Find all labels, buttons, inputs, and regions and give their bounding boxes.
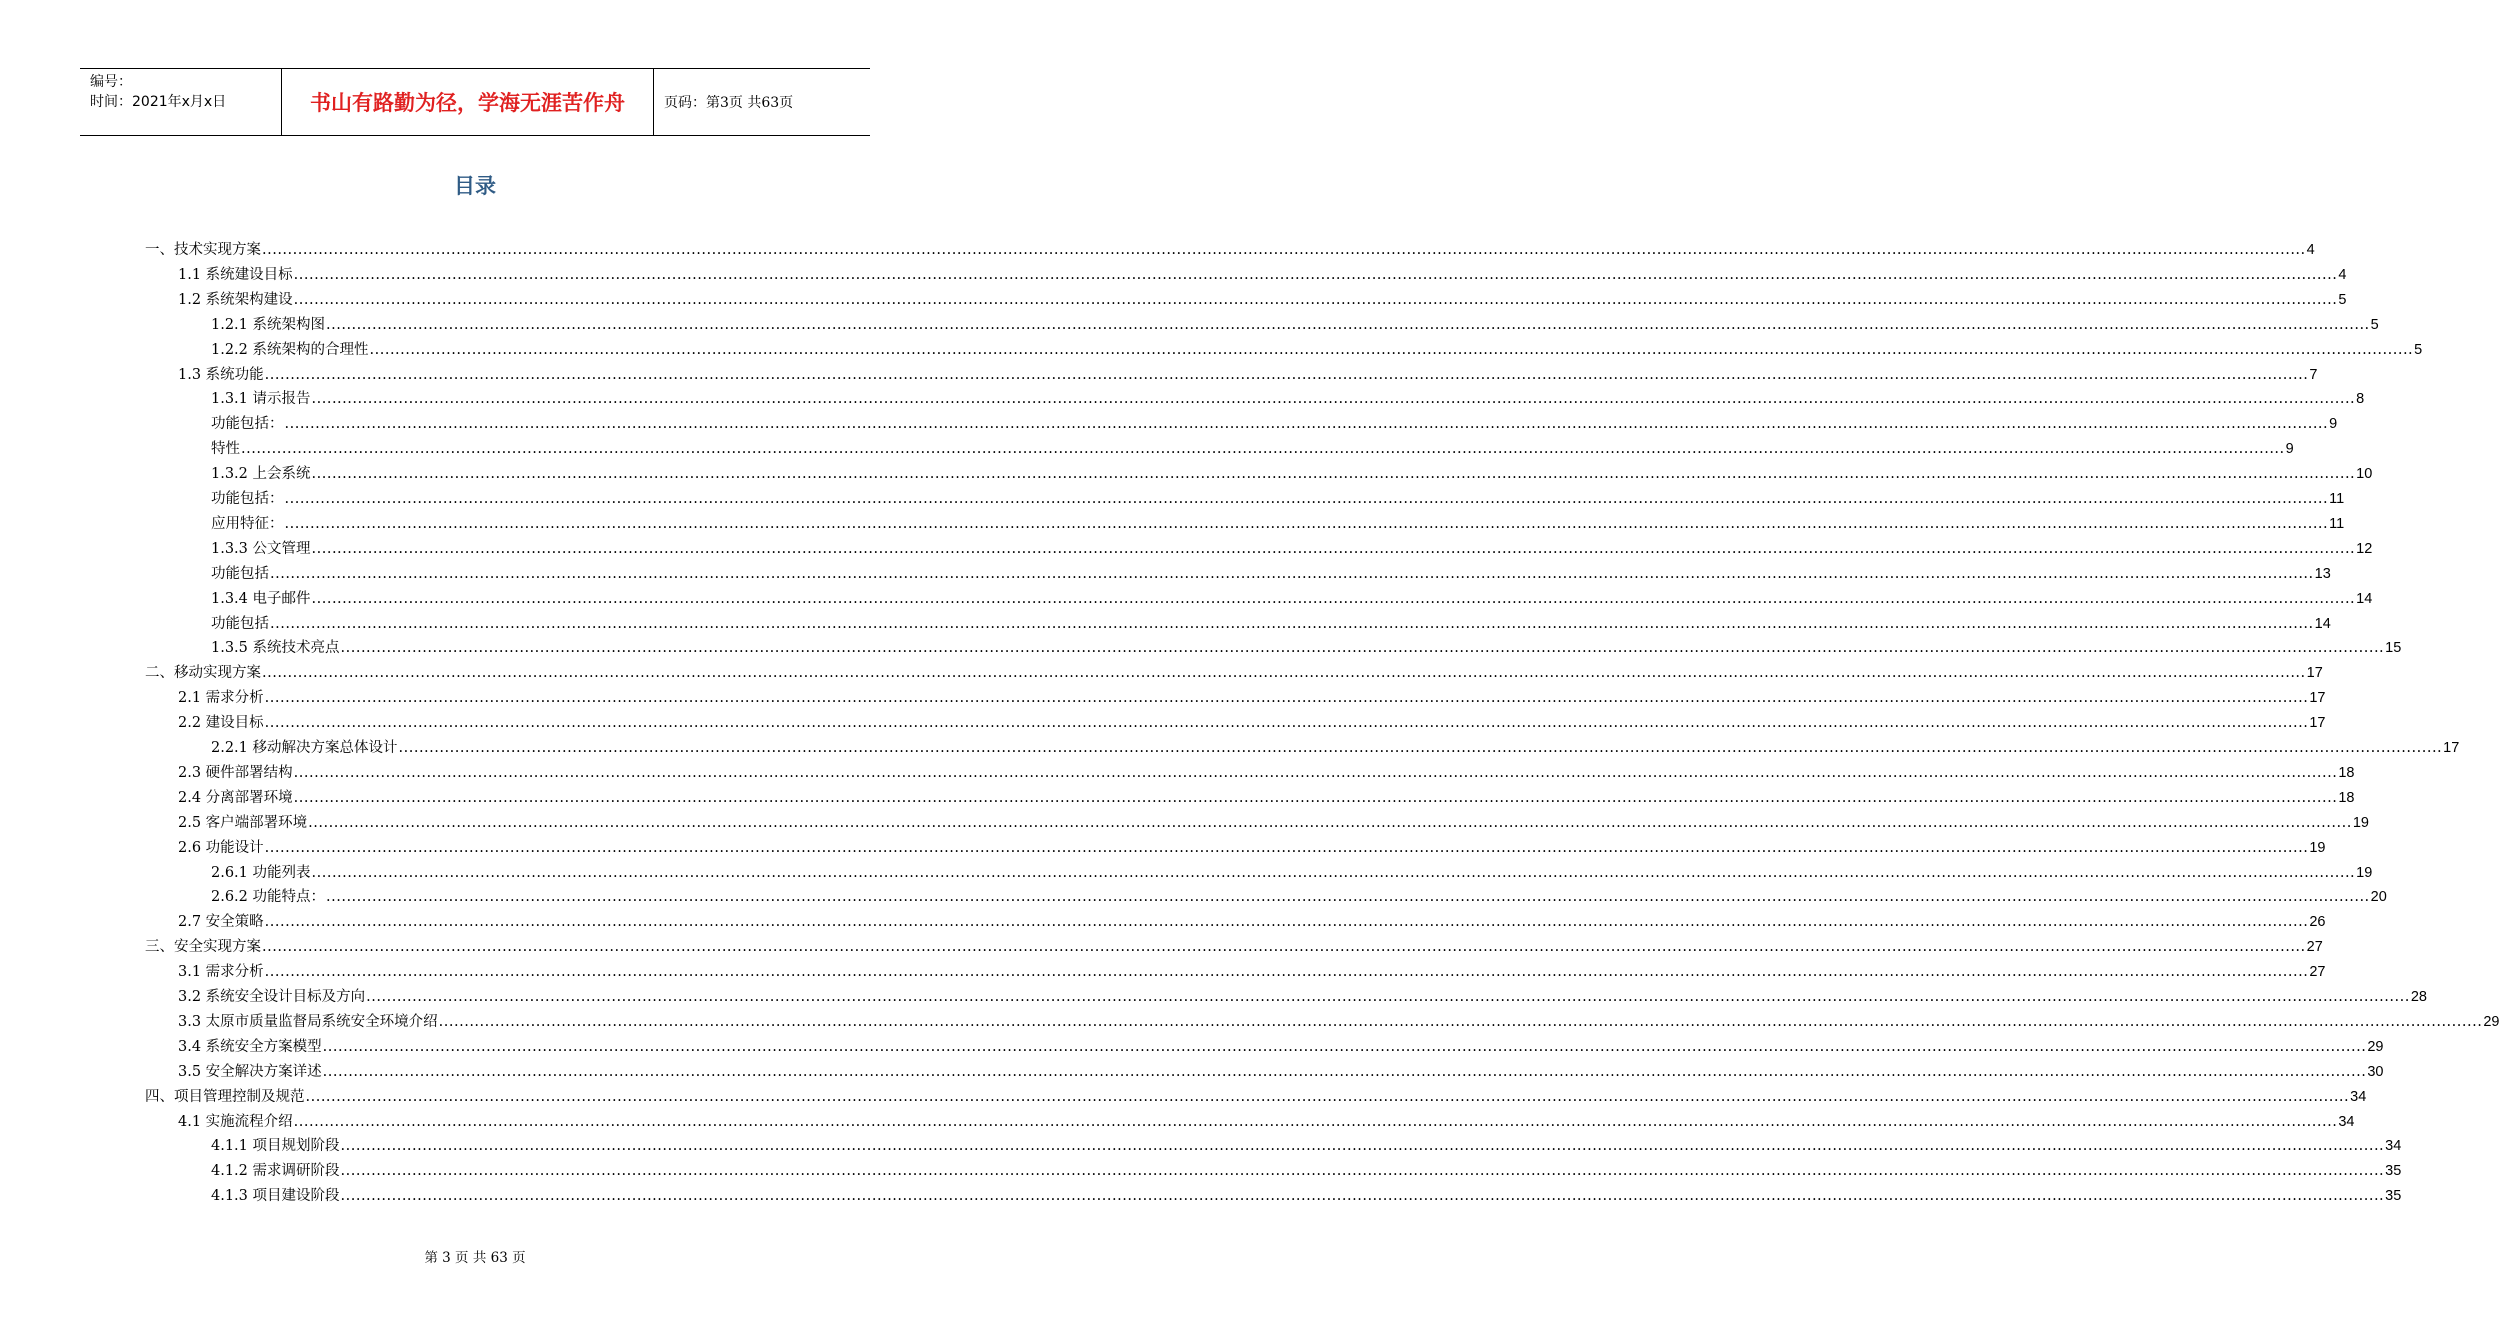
toc-entry-label: 功能包括 xyxy=(211,615,269,632)
toc-entry-page: 19 xyxy=(2352,814,2369,831)
toc-entry[interactable] xyxy=(211,562,2331,586)
toc-dot-leader: ................................................................................................................................................................................................................................................................................................................................................................................................................ xyxy=(293,764,2338,781)
toc-entry-label: 1.3.3 公文管理 xyxy=(211,540,311,557)
toc-entry-page: 4 xyxy=(2306,242,2315,258)
toc-entry-page: 15 xyxy=(2385,640,2402,657)
toc-entry[interactable] xyxy=(211,512,2345,536)
toc-dot-leader: ................................................................................................................................................................................................................................................................................................................................................................................................................ xyxy=(438,1013,2483,1030)
toc-entry[interactable] xyxy=(211,487,2345,511)
toc-entry-page: 19 xyxy=(2309,839,2326,856)
toc-dot-leader: ................................................................................................................................................................................................................................................................................................................................................................................................................ xyxy=(262,939,2306,956)
toc-entry[interactable] xyxy=(211,313,2379,337)
toc-dot-leader: ................................................................................................................................................................................................................................................................................................................................................................................................................ xyxy=(311,864,2356,881)
toc-entry-label: 1.3.5 系统技术亮点 xyxy=(211,640,340,657)
toc-entry-label: 2.2.1 移动解决方案总体设计 xyxy=(211,740,398,756)
toc-entry[interactable] xyxy=(211,1184,2402,1208)
toc-entry[interactable] xyxy=(178,786,2355,810)
toc-dot-leader: ................................................................................................................................................................................................................................................................................................................................................................................................................ xyxy=(293,789,2338,806)
toc-entry[interactable] xyxy=(211,861,2373,885)
toc-dot-leader: ................................................................................................................................................................................................................................................................................................................................................................................................................ xyxy=(262,242,2306,258)
toc-dot-leader: ................................................................................................................................................................................................................................................................................................................................................................................................................ xyxy=(264,914,2309,931)
toc-entry-page: 8 xyxy=(2356,391,2365,408)
toc-entry-page: 35 xyxy=(2385,1188,2402,1205)
header-number-label: 编号： xyxy=(90,74,132,90)
toc-entry-page: 18 xyxy=(2338,789,2355,806)
toc-entry[interactable] xyxy=(211,437,2294,461)
toc-entry[interactable] xyxy=(145,661,2323,685)
toc-entry[interactable] xyxy=(178,811,2369,835)
toc-entry-page: 27 xyxy=(2309,964,2326,981)
toc-entry[interactable] xyxy=(211,587,2373,611)
toc-entry-page: 27 xyxy=(2306,939,2323,956)
toc-entry[interactable] xyxy=(178,363,2318,387)
toc-dot-leader: ................................................................................................................................................................................................................................................................................................................................................................................................................ xyxy=(311,590,2356,607)
toc-dot-leader: ................................................................................................................................................................................................................................................................................................................................................................................................................ xyxy=(311,540,2356,557)
toc-entry-label: 1.1 系统建设目标 xyxy=(178,266,293,283)
toc-entry-label: 4.1 实施流程介绍 xyxy=(178,1113,293,1130)
toc-dot-leader: ................................................................................................................................................................................................................................................................................................................................................................................................................ xyxy=(326,316,2370,333)
toc-entry-label: 功能包括： xyxy=(211,416,284,433)
toc-entry[interactable] xyxy=(211,387,2365,411)
toc-dot-leader: ................................................................................................................................................................................................................................................................................................................................................................................................................ xyxy=(305,1088,2350,1105)
toc-entry-label: 4.1.2 需求调研阶段 xyxy=(211,1163,340,1180)
toc-entry[interactable] xyxy=(211,1134,2402,1158)
toc-dot-leader: ................................................................................................................................................................................................................................................................................................................................................................................................................ xyxy=(264,690,2309,707)
toc-entry-label: 功能包括 xyxy=(211,565,269,582)
toc-entry[interactable] xyxy=(178,1010,2499,1034)
toc-entry-label: 应用特征： xyxy=(211,515,284,532)
header-page-info: 页码：第3页 共63页 xyxy=(664,95,794,111)
toc-entry-page: 5 xyxy=(2338,291,2347,308)
toc-entry-label: 二、移动实现方案 xyxy=(145,665,261,682)
toc-dot-leader: ................................................................................................................................................................................................................................................................................................................................................................................................................ xyxy=(293,291,2338,308)
toc-dot-leader: ................................................................................................................................................................................................................................................................................................................................................................................................................ xyxy=(311,391,2356,408)
header-motto: 书山有路勤为径，学海无涯苦作舟 xyxy=(282,69,654,135)
toc-entry-page: 34 xyxy=(2338,1113,2355,1130)
toc-title: 目录 xyxy=(454,173,496,198)
toc-entry[interactable] xyxy=(211,537,2373,561)
toc-entry-page: 29 xyxy=(2367,1038,2384,1055)
toc-entry-page: 12 xyxy=(2356,540,2373,557)
toc-dot-leader: ................................................................................................................................................................................................................................................................................................................................................................................................................ xyxy=(262,665,2306,682)
toc-entry-label: 2.6 功能设计 xyxy=(178,839,264,856)
toc-entry-page: 29 xyxy=(2483,1013,2499,1030)
toc-entry[interactable] xyxy=(211,736,2460,760)
toc-entry-page: 5 xyxy=(2370,316,2379,333)
toc-entry[interactable] xyxy=(145,238,2315,262)
toc-entry-page: 20 xyxy=(2370,889,2387,906)
toc-entry-label: 2.6.1 功能列表 xyxy=(211,864,311,881)
toc-entry-label: 2.4 分离部署环境 xyxy=(178,789,293,806)
toc-entry-label: 4.1.3 项目建设阶段 xyxy=(211,1188,340,1205)
toc-entry-label: 2.7 安全策略 xyxy=(178,914,264,931)
toc-dot-leader: ................................................................................................................................................................................................................................................................................................................................................................................................................ xyxy=(326,889,2370,906)
toc-entry-label: 2.6.2 功能特点： xyxy=(211,889,326,906)
toc-dot-leader: ................................................................................................................................................................................................................................................................................................................................................................................................................ xyxy=(308,814,2352,831)
toc-dot-leader: ................................................................................................................................................................................................................................................................................................................................................................................................................ xyxy=(284,491,2329,507)
toc-entry-label: 3.4 系统安全方案模型 xyxy=(178,1038,322,1055)
toc-entry-label: 3.5 安全解决方案详述 xyxy=(178,1063,322,1080)
toc-entry-page: 18 xyxy=(2338,764,2355,781)
toc-entry-page: 34 xyxy=(2350,1088,2367,1105)
toc-entry-label: 1.2 系统架构建设 xyxy=(178,291,293,308)
toc-entry-label: 1.3.2 上会系统 xyxy=(211,466,311,483)
toc-dot-leader: ................................................................................................................................................................................................................................................................................................................................................................................................................ xyxy=(284,416,2329,433)
toc-dot-leader: ................................................................................................................................................................................................................................................................................................................................................................................................................ xyxy=(293,1113,2338,1130)
toc-entry-page: 5 xyxy=(2414,341,2423,358)
toc-entry[interactable] xyxy=(178,1060,2384,1084)
header-time-label: 时间：2021年x月x日 xyxy=(90,94,227,110)
toc-entry-page: 17 xyxy=(2306,665,2323,682)
toc-entry[interactable] xyxy=(211,338,2423,362)
toc-entry-page: 14 xyxy=(2314,615,2331,632)
toc-entry-label: 3.3 太原市质量监督局系统安全环境介绍 xyxy=(178,1013,438,1030)
toc-entry-page: 9 xyxy=(2285,441,2294,458)
toc-entry[interactable] xyxy=(178,761,2355,785)
toc-dot-leader: ................................................................................................................................................................................................................................................................................................................................................................................................................ xyxy=(322,1063,2367,1080)
toc-dot-leader: ................................................................................................................................................................................................................................................................................................................................................................................................................ xyxy=(398,740,2443,756)
page-footer: 第 3 页 共 63 页 xyxy=(424,1250,526,1266)
toc-entry-label: 3.2 系统安全设计目标及方向 xyxy=(178,989,366,1005)
toc-entry-label: 2.5 客户端部署环境 xyxy=(178,814,308,831)
toc-entry[interactable] xyxy=(178,985,2427,1009)
toc-entry-label: 四、项目管理控制及规范 xyxy=(145,1088,305,1105)
toc-entry[interactable] xyxy=(145,1085,2367,1109)
toc-entry[interactable] xyxy=(178,910,2326,934)
toc-entry[interactable] xyxy=(178,960,2326,984)
toc-entry-label: 1.3.1 请示报告 xyxy=(211,391,311,408)
toc-dot-leader: ................................................................................................................................................................................................................................................................................................................................................................................................................ xyxy=(369,341,2414,358)
toc-entry-label: 1.3 系统功能 xyxy=(178,366,264,383)
toc-entry-page: 10 xyxy=(2356,466,2373,483)
toc-entry-label: 一、技术实现方案 xyxy=(145,242,261,258)
toc-entry-page: 4 xyxy=(2338,266,2347,283)
toc-entry[interactable] xyxy=(211,462,2373,486)
toc-entry-page: 11 xyxy=(2329,515,2345,532)
toc-entry-page: 9 xyxy=(2329,416,2338,433)
toc-dot-leader: ................................................................................................................................................................................................................................................................................................................................................................................................................ xyxy=(340,1188,2385,1205)
toc-dot-leader: ................................................................................................................................................................................................................................................................................................................................................................................................................ xyxy=(284,515,2329,532)
toc-dot-leader: ................................................................................................................................................................................................................................................................................................................................................................................................................ xyxy=(366,989,2410,1005)
toc-entry[interactable] xyxy=(145,935,2323,959)
toc-entry-page: 34 xyxy=(2385,1138,2402,1155)
toc-entry[interactable] xyxy=(178,263,2347,287)
toc-entry[interactable] xyxy=(211,885,2387,909)
toc-entry[interactable] xyxy=(178,686,2326,710)
toc-entry[interactable] xyxy=(178,1110,2355,1134)
toc-entry-page: 7 xyxy=(2309,366,2318,383)
toc-entry-page: 17 xyxy=(2309,715,2326,732)
toc-entry-label: 3.1 需求分析 xyxy=(178,964,264,981)
toc-entry[interactable] xyxy=(178,836,2326,860)
toc-entry-label: 2.3 硬件部署结构 xyxy=(178,764,293,781)
toc-entry-label: 2.1 需求分析 xyxy=(178,690,264,707)
toc-entry-label: 功能包括： xyxy=(211,491,284,507)
toc-entry-page: 17 xyxy=(2309,690,2326,707)
toc-entry-label: 1.2.1 系统架构图 xyxy=(211,316,326,333)
page-header xyxy=(80,68,870,136)
toc-entry[interactable] xyxy=(211,412,2338,436)
toc-entry-label: 特性 xyxy=(211,441,240,458)
toc-dot-leader: ................................................................................................................................................................................................................................................................................................................................................................................................................ xyxy=(311,466,2356,483)
header-meta xyxy=(80,69,282,135)
toc-entry-page: 19 xyxy=(2356,864,2373,881)
toc-entry-page: 14 xyxy=(2356,590,2373,607)
toc-entry[interactable] xyxy=(211,1159,2402,1183)
toc-entry-page: 26 xyxy=(2309,914,2326,931)
toc-entry[interactable] xyxy=(178,288,2347,312)
toc-entry-label: 2.2 建设目标 xyxy=(178,715,264,732)
toc-entry[interactable] xyxy=(211,636,2402,660)
toc-dot-leader: ................................................................................................................................................................................................................................................................................................................................................................................................................ xyxy=(340,1163,2385,1180)
toc-entry[interactable] xyxy=(178,711,2326,735)
toc-dot-leader: ................................................................................................................................................................................................................................................................................................................................................................................................................ xyxy=(270,565,2314,582)
toc-dot-leader: ................................................................................................................................................................................................................................................................................................................................................................................................................ xyxy=(270,615,2314,632)
toc-dot-leader: ................................................................................................................................................................................................................................................................................................................................................................................................................ xyxy=(264,839,2309,856)
toc-dot-leader: ................................................................................................................................................................................................................................................................................................................................................................................................................ xyxy=(340,1138,2385,1155)
toc-entry-page: 13 xyxy=(2314,565,2331,582)
toc-entry[interactable] xyxy=(211,612,2331,636)
toc-dot-leader: ................................................................................................................................................................................................................................................................................................................................................................................................................ xyxy=(293,266,2338,283)
toc-dot-leader: ................................................................................................................................................................................................................................................................................................................................................................................................................ xyxy=(340,640,2385,657)
toc-entry-label: 4.1.1 项目规划阶段 xyxy=(211,1138,340,1155)
toc-entry-page: 35 xyxy=(2385,1163,2402,1180)
toc-entry-page: 11 xyxy=(2329,491,2345,507)
toc-dot-leader: ................................................................................................................................................................................................................................................................................................................................................................................................................ xyxy=(322,1038,2367,1055)
toc-entry-page: 28 xyxy=(2410,989,2427,1005)
toc-entry-page: 17 xyxy=(2443,740,2460,756)
toc-dot-leader: ................................................................................................................................................................................................................................................................................................................................................................................................................ xyxy=(264,715,2309,732)
toc-entry[interactable] xyxy=(178,1035,2384,1059)
toc-dot-leader: ................................................................................................................................................................................................................................................................................................................................................................................................................ xyxy=(241,441,2285,458)
toc-entry-page: 30 xyxy=(2367,1063,2384,1080)
toc-dot-leader: ................................................................................................................................................................................................................................................................................................................................................................................................................ xyxy=(264,366,2309,383)
toc-dot-leader: ................................................................................................................................................................................................................................................................................................................................................................................................................ xyxy=(264,964,2309,981)
toc-entry-label: 三、安全实现方案 xyxy=(145,939,261,956)
toc-entry-label: 1.3.4 电子邮件 xyxy=(211,590,311,607)
toc-entry-label: 1.2.2 系统架构的合理性 xyxy=(211,341,369,358)
